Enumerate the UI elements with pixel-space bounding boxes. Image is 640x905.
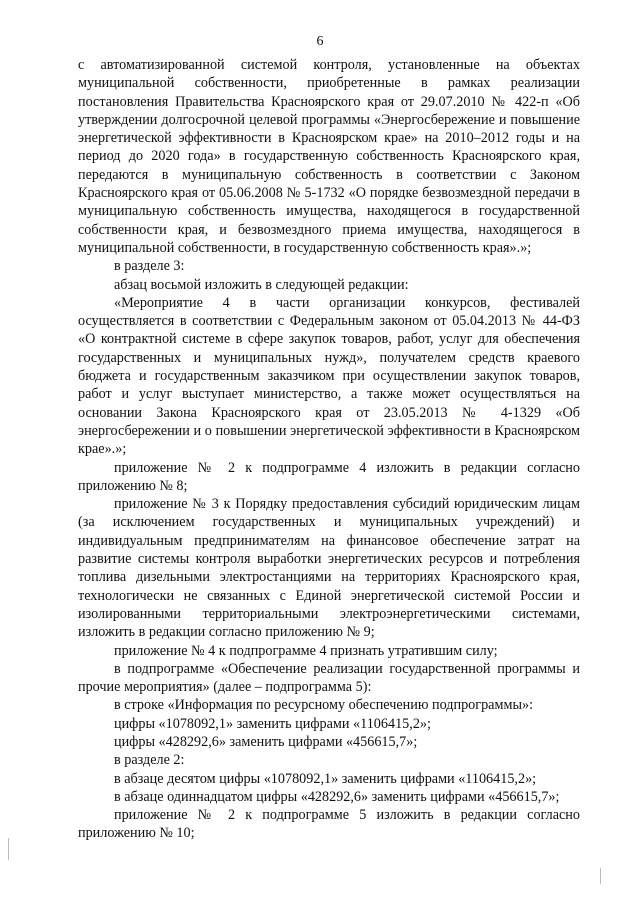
paragraph-13: в абзаце десятом цифры «1078092,1» заменить цифрами «1106415,2»;: [114, 770, 537, 787]
paragraph-2: в разделе 3:: [114, 258, 185, 275]
paragraph-1: с автоматизированной системой контроля, установленные на объектах муниципальной собственности, приобретенные в рамках реализации постановления Правительства Красноярского края от 29.07.2010 № 422-п «Об утверждении долгосрочной целевой программы «Энергосбережение и повышение энергетической эффективности в Красноярском крае» на 2010–2012 годы и на период до 2020 года» в государственную собственность Красноярского края, передаются в муниципальную собственность в соответствии с Законом Красноярского края от 05.06.2008 № 5-1732 «О порядке безвозмездной передачи в муниципальную собственность имущества, находящегося в государственной собственности края, и безвозмездного приема имущества, находящегося в муниципальной собственности, в государственную собственность края».»;: [78, 57, 580, 256]
paragraph-14: в абзаце одиннадцатом цифры «428292,6» заменить цифрами «456615,7»;: [114, 788, 560, 805]
scan-artifact: [8, 838, 9, 860]
paragraph-4: «Мероприятие 4 в части организации конкурсов, фестивалей осуществляется в соответствии с Федеральным законом от 05.04.2013 № 44-ФЗ «О контрактной системе в сфере закупок товаров, работ, услуг для обеспечения государственных и муниципальных нужд», получателем средств краевого бюджета и государственным заказчиком при осуществлении закупок товаров, работ и услуг выступает министерство, а также может осуществляться на основании Закона Красноярского края от 23.05.2013 № 4-1329 «Об энергосбережении и о повышении энергетической эффективности в Красноярском крае».»;: [78, 294, 580, 458]
page-number: 6: [316, 34, 324, 49]
paragraph-11: цифры «428292,6» заменить цифрами «456615,7»;: [114, 733, 418, 750]
paragraph-7: приложение № 4 к подпрограмме 4 признать утратившим силу;: [114, 642, 498, 659]
paragraph-12: в разделе 2:: [114, 752, 185, 769]
body-text: [78, 56, 580, 843]
paragraph-10: цифры «1078092,1» заменить цифрами «1106415,2»;: [114, 715, 431, 732]
paragraph-5: приложение № 2 к подпрограмме 4 изложить в редакции согласно приложению № 8;: [78, 459, 580, 494]
paragraph-3: абзац восьмой изложить в следующей редакции:: [114, 276, 409, 293]
paragraph-15: приложение № 2 к подпрограмме 5 изложить в редакции согласно приложению № 10;: [78, 807, 580, 842]
paragraph-8: в подпрограмме «Обеспечение реализации государственной программы и прочие мероприятия» (далее – подпрограмма 5):: [78, 660, 580, 696]
paragraph-6: приложение № 3 к Порядку предоставления субсидий юридическим лицам (за исключением государственных и муниципальных учреждений) и индивидуальным предпринимателям на финансовое обеспечение затрат на развитие системы контроля выработки энергетических ресурсов и потребления топлива дизельными электростанциями на территориях Красноярского края, технологически не связанных с Единой энергетической системой России и изолированными территориальными электроэнергетическими системами, изложить в редакции согласно приложению № 9;: [78, 496, 580, 641]
scan-artifact: [600, 868, 601, 884]
paragraph-9: в строке «Информация по ресурсному обеспечению подпрограммы»:: [114, 697, 534, 714]
